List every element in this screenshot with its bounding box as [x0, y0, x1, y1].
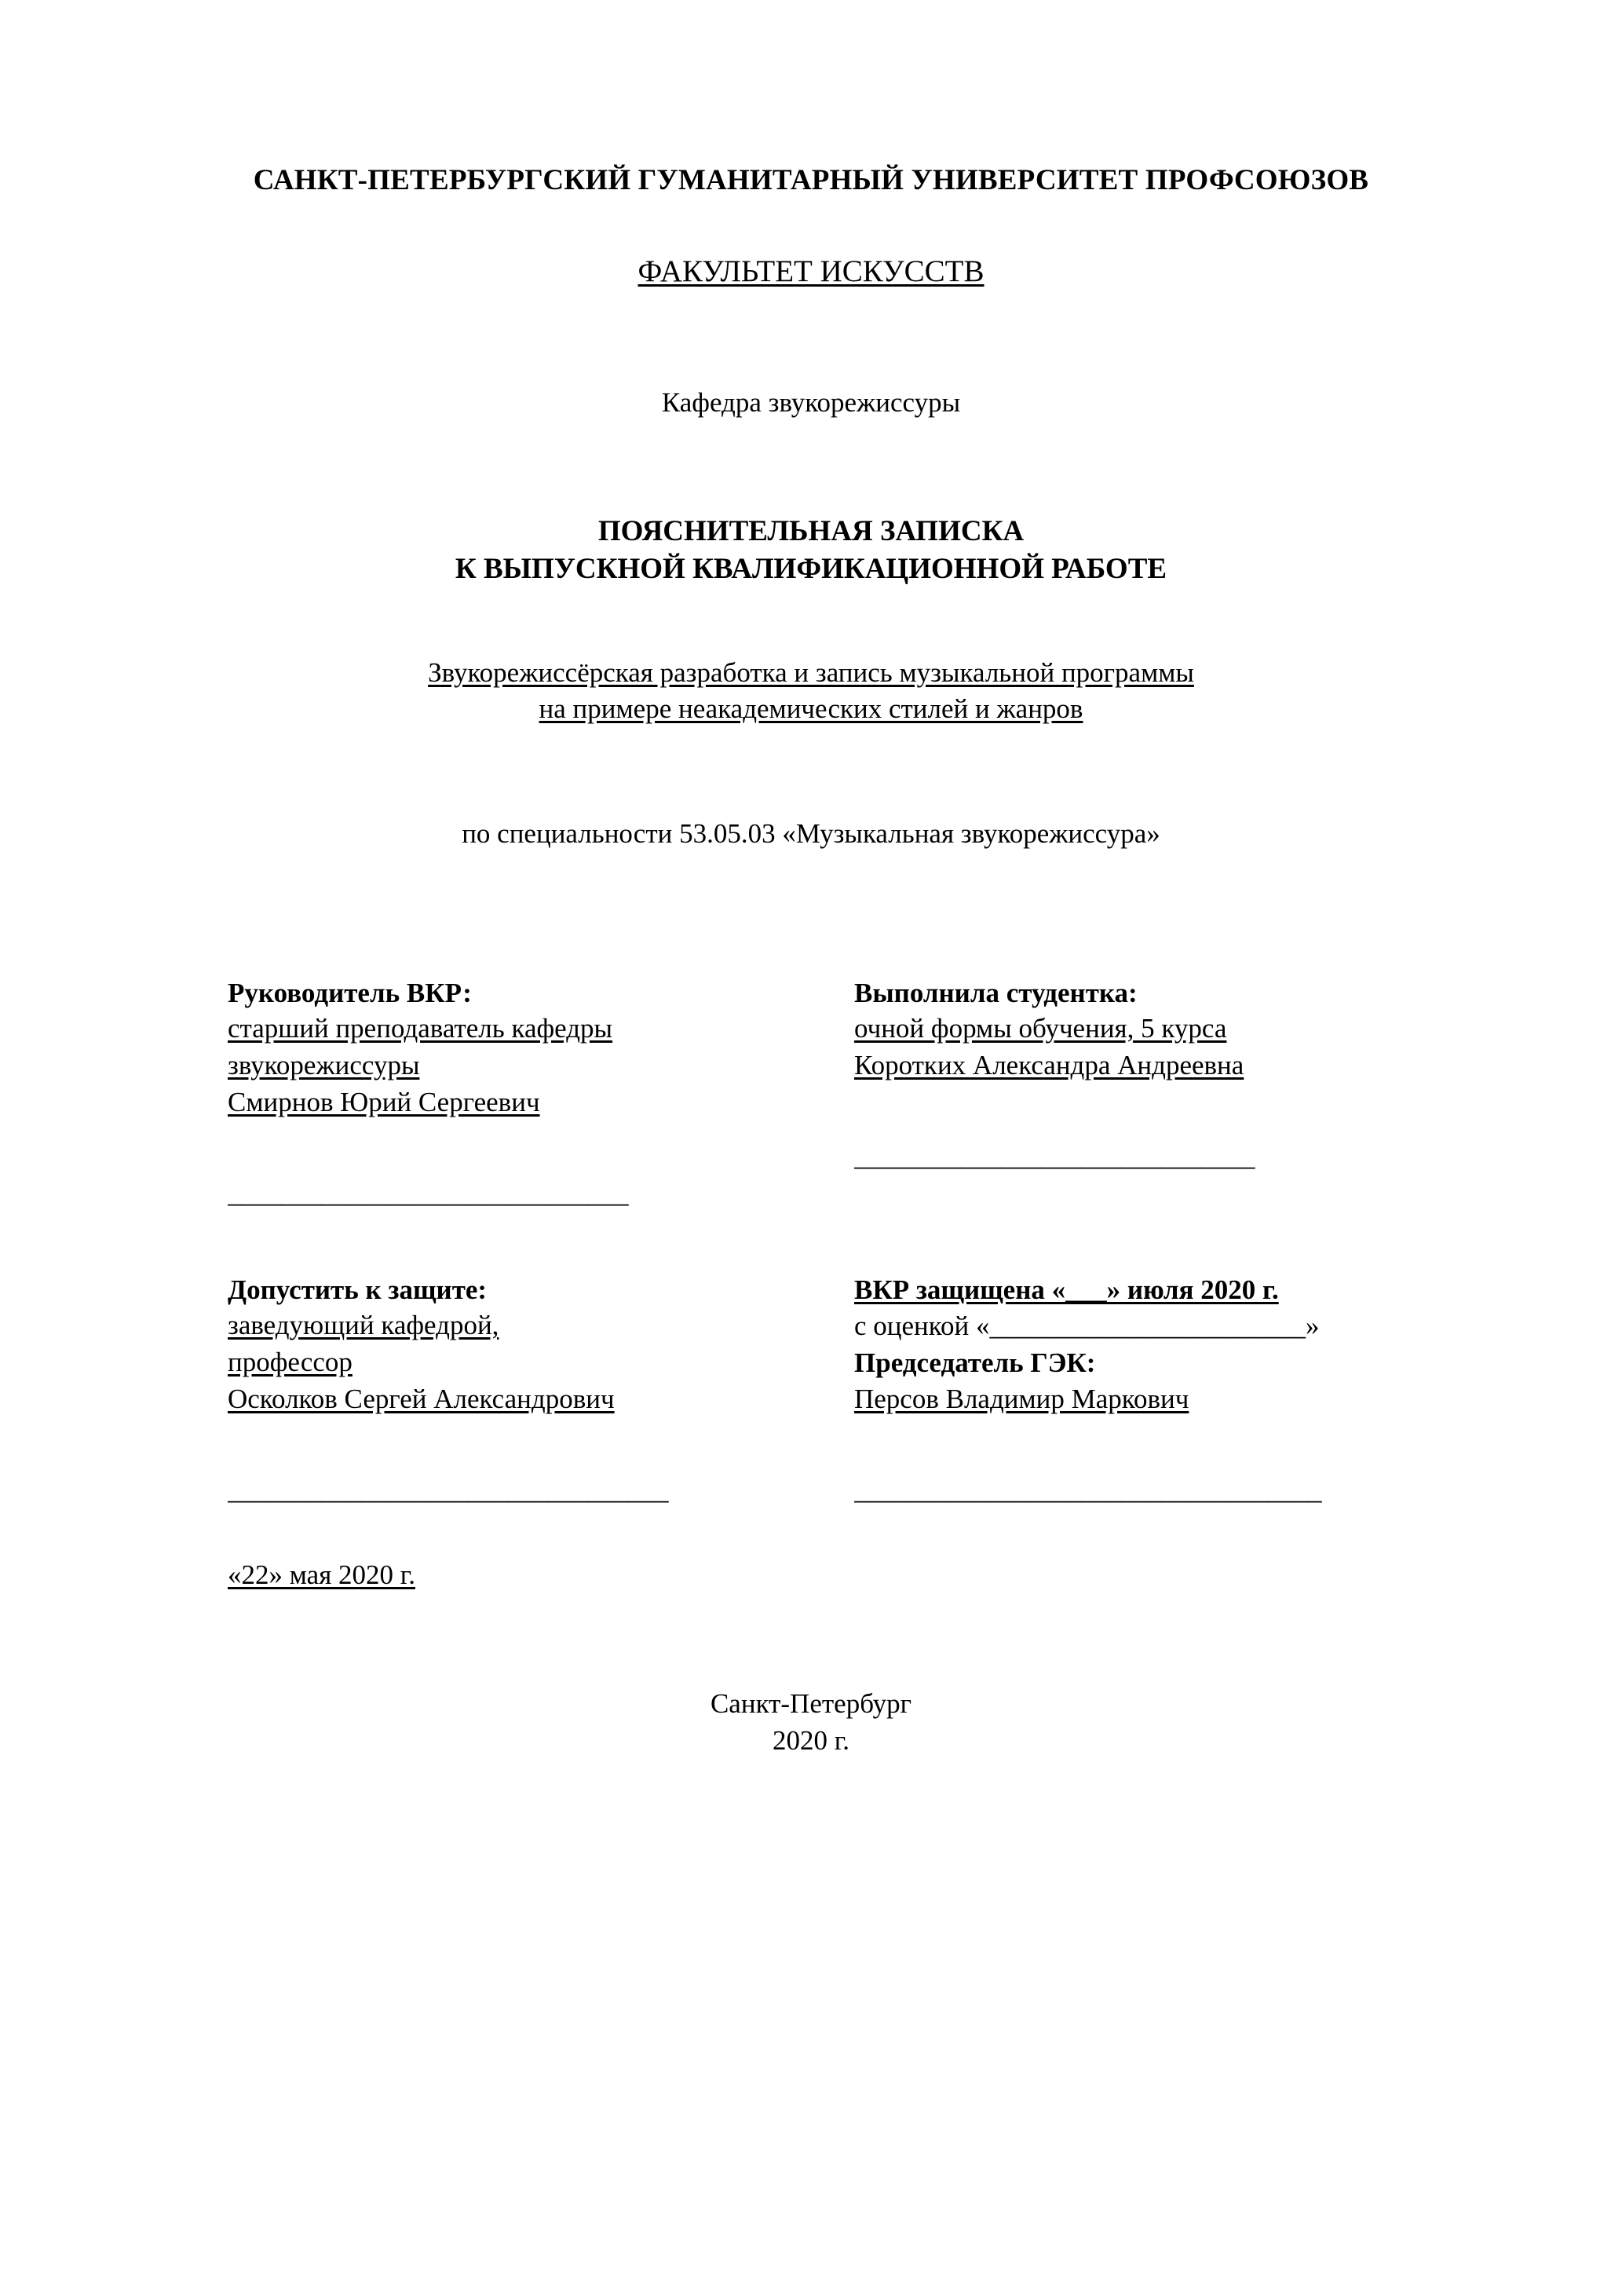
supervisor-heading: Руководитель ВКР:	[228, 977, 472, 1008]
admission-line-3: Осколков Сергей Александрович	[228, 1384, 615, 1415]
year-value: 2020 г.	[773, 1725, 849, 1757]
defense-chair-heading: Председатель ГЭК:	[854, 1347, 1096, 1378]
admission-block	[228, 1272, 811, 1591]
defense-block	[811, 1272, 1394, 1591]
supervisor-line-1: старший преподаватель кафедры	[228, 1013, 613, 1044]
student-line-1: очной формы обучения, 5 курса	[854, 1013, 1227, 1044]
admission-heading: Допустить к защите:	[228, 1274, 488, 1305]
admission-line-1: заведующий кафедрой,	[228, 1310, 499, 1341]
student-signature-rule: ______________________________	[854, 1140, 1255, 1172]
admission-date: «22» мая 2020 г.	[228, 1559, 415, 1590]
defense-chair-name: Персов Владимир Маркович	[854, 1384, 1189, 1414]
defense-heading: ВКР защищена «___» июля 2020 г.	[854, 1274, 1279, 1305]
supervisor-signature-rule: ______________________________	[228, 1177, 628, 1208]
supervisor-block	[228, 975, 811, 1209]
university-name: САНКТ-ПЕТЕРБУРГСКИЙ ГУМАНИТАРНЫЙ УНИВЕРСИТЕТ ПРОФСОЮЗОВ	[253, 164, 1369, 196]
signatures-row-top	[228, 975, 1394, 1209]
department-name: Кафедра звукорежиссуры	[661, 387, 961, 418]
supervisor-line-3: Смирнов Юрий Сергеевич	[228, 1086, 540, 1117]
document-title	[228, 513, 1394, 588]
document-title-line-1: ПОЯСНИТЕЛЬНАЯ ЗАПИСКА	[597, 515, 1025, 547]
city-name: Санкт-Петербург	[710, 1687, 912, 1719]
student-block	[811, 975, 1394, 1209]
defense-grade: с оценкой «_______________________»	[854, 1310, 1320, 1341]
document-title-line-2: К ВЫПУСКНОЙ КВАЛИФИКАЦИОННОЙ РАБОТЕ	[455, 553, 1167, 586]
thesis-theme	[228, 655, 1394, 727]
specialty-line: по специальности 53.05.03 «Музыкальная звукорежиссура»	[462, 817, 1160, 849]
document-footer	[228, 1685, 1394, 1760]
defense-signature-rule: ___________________________________	[854, 1474, 1321, 1505]
student-line-2: Коротких Александра Андреевна	[854, 1049, 1244, 1080]
thesis-theme-line-2: на примере неакадемических стилей и жанров	[539, 693, 1083, 725]
signatures-row-bottom	[228, 1272, 1394, 1591]
admission-signature-rule: _________________________________	[228, 1474, 668, 1505]
supervisor-line-2: звукорежиссуры	[228, 1049, 420, 1080]
faculty-name	[228, 254, 1394, 289]
admission-line-2: профессор	[228, 1347, 353, 1378]
thesis-theme-line-1: Звукорежиссёрская разработка и запись музыкальной программы	[428, 657, 1194, 689]
student-heading: Выполнила студентка:	[854, 977, 1138, 1008]
faculty-name-text: ФАКУЛЬТЕТ ИСКУССТВ	[637, 254, 985, 288]
